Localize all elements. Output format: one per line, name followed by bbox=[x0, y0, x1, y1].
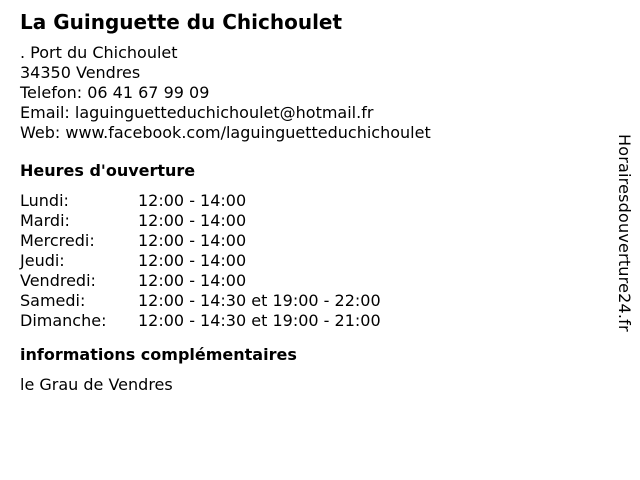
day-label: Vendredi: bbox=[20, 271, 96, 290]
hours-row-tuesday bbox=[20, 211, 600, 231]
time-range: 12:00 - 14:00 bbox=[138, 231, 247, 250]
hours-row-thursday bbox=[20, 251, 600, 271]
time-range: 12:00 - 14:00 bbox=[138, 211, 247, 230]
day-label: Dimanche: bbox=[20, 311, 107, 330]
time-range: 12:00 - 14:00 bbox=[138, 191, 247, 210]
hours-heading: Heures d'ouverture bbox=[20, 161, 196, 180]
address-line-1: . Port du Chichoulet bbox=[20, 43, 178, 62]
info-heading: informations complémentaires bbox=[20, 345, 297, 364]
time-range: 12:00 - 14:30 et 19:00 - 22:00 bbox=[138, 291, 381, 310]
day-label: Jeudi: bbox=[20, 251, 65, 270]
time-range: 12:00 - 14:00 bbox=[138, 271, 247, 290]
site-watermark: Horairesdouverture24.fr bbox=[615, 134, 634, 332]
business-name: La Guinguette du Chichoulet bbox=[20, 10, 343, 34]
web-line: Web: www.facebook.com/laguinguetteduchichoulet bbox=[20, 123, 431, 142]
contact-block bbox=[20, 43, 600, 143]
phone-line: Telefon: 06 41 67 99 09 bbox=[20, 83, 210, 102]
hours-row-wednesday bbox=[20, 231, 600, 251]
email-line: Email: laguinguetteduchichoulet@hotmail.fr bbox=[20, 103, 374, 122]
hours-row-monday bbox=[20, 191, 600, 211]
time-range: 12:00 - 14:00 bbox=[138, 251, 247, 270]
day-label: Lundi: bbox=[20, 191, 69, 210]
address-line-2: 34350 Vendres bbox=[20, 63, 141, 82]
day-label: Samedi: bbox=[20, 291, 86, 310]
opening-hours-table bbox=[20, 191, 600, 331]
hours-row-friday bbox=[20, 271, 600, 291]
hours-row-sunday bbox=[20, 311, 600, 331]
day-label: Mardi: bbox=[20, 211, 70, 230]
hours-row-saturday bbox=[20, 291, 600, 311]
business-card bbox=[20, 10, 600, 395]
day-label: Mercredi: bbox=[20, 231, 95, 250]
info-text: le Grau de Vendres bbox=[20, 375, 173, 394]
time-range: 12:00 - 14:30 et 19:00 - 21:00 bbox=[138, 311, 381, 330]
